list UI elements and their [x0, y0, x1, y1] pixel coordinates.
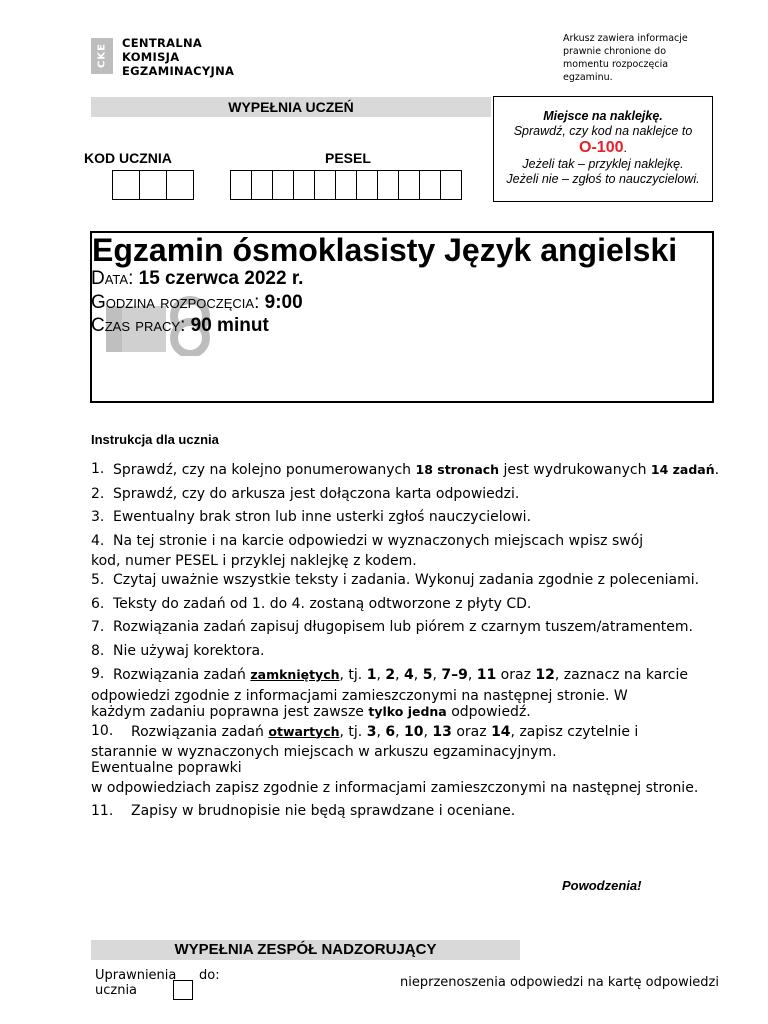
list-item [91, 458, 731, 483]
item-continuation: w odpowiedziach zapisz zgodnie z informacjami zamieszczonymi na następnej stronie. [91, 780, 699, 796]
cke-logo-icon: CKE [91, 38, 113, 74]
item-number: 4. [91, 532, 105, 549]
exam-duration-value: 90 minut [190, 315, 269, 336]
pesel-label: PESEL [325, 150, 371, 166]
item-text: Ewentualny brak stron lub inne usterki zgłoś nauczycielowi. [113, 509, 532, 525]
list-item [91, 640, 731, 664]
pesel-digit-box[interactable] [398, 170, 420, 200]
item-number: 1. [91, 461, 105, 477]
pesel-digit-box[interactable] [314, 170, 336, 200]
sticker-line3: Jeżeli nie – zgłoś to nauczycielowi. [506, 172, 700, 186]
logo-line: CENTRALNA [122, 36, 203, 50]
item-number: 10. [91, 722, 114, 739]
item-number: 7. [91, 619, 105, 635]
item-number: 8. [91, 642, 105, 659]
item-number: 11. [91, 803, 114, 819]
closing-text: Powodzenia! [562, 878, 642, 893]
pesel-digit-box[interactable] [272, 170, 294, 200]
instructions-list [91, 458, 731, 824]
item-continuation: Ewentualne poprawki [91, 760, 242, 776]
sticker-line1: Sprawdź, czy kod na naklejce to [513, 124, 693, 138]
list-item [91, 506, 731, 530]
pesel-digit-box[interactable] [419, 170, 441, 200]
sticker-area [493, 96, 713, 202]
sticker-code-dot: . [623, 141, 627, 155]
item-text: Zapisy w brudnopisie nie będą sprawdzane i oceniane. [131, 803, 516, 819]
item-number: 5. [91, 572, 105, 588]
instructions-heading: Instrukcja dla ucznia [91, 432, 219, 447]
student-section-header: WYPEŁNIA UCZEŃ [91, 97, 491, 117]
item-continuation: odpowiedzi zgodnie z informacjami zamieszczonymi na następnej stronie. W [91, 687, 628, 704]
item-text: Rozwiązania zadań zapisuj długopisem lub piórem z czarnym tuszem/atramentem. [113, 619, 694, 635]
item-text: Na tej stronie i na karcie odpowiedzi w wyznaczonych miejscach wpisz swój [113, 532, 644, 549]
pesel-digit-box[interactable] [293, 170, 315, 200]
sticker-line2: Jeżeli tak – przyklej naklejkę. [522, 157, 684, 171]
exam-duration-label: Czas pracy: [91, 315, 186, 336]
list-item [91, 483, 731, 507]
list-item [91, 663, 731, 688]
team-section-header: WYPEŁNIA ZESPÓŁ NADZORUJĄCY [91, 940, 520, 960]
transfer-option-label: nieprzenoszenia odpowiedzi na kartę odpowiedzi [400, 975, 719, 990]
entitlement-checkbox[interactable] [173, 980, 193, 1000]
entitlement-do-label: do: [199, 968, 220, 983]
item-text: Sprawdź, czy do arkusza jest dołączona karta odpowiedzi. [113, 485, 520, 502]
student-code-label: KOD UCZNIA [84, 150, 172, 166]
list-item [91, 593, 731, 617]
student-code-digit-box[interactable] [166, 170, 194, 200]
item-number: 3. [91, 509, 105, 525]
item-text: Rozwiązania zadań zamkniętych, tj. 1, 2, 4, 5, 7–9, 11 oraz 12, zaznacz na karcie [113, 667, 688, 683]
pesel-boxes[interactable] [230, 170, 461, 200]
pesel-digit-box[interactable] [377, 170, 399, 200]
list-item [91, 530, 731, 554]
pesel-digit-box[interactable] [356, 170, 378, 200]
pesel-digit-box[interactable] [440, 170, 462, 200]
item-continuation: kod, numer PESEL i przyklej naklejkę z kodem. [91, 553, 417, 569]
pesel-digit-box[interactable] [251, 170, 273, 200]
cke-logo-text [122, 36, 234, 78]
exam-date-value: 15 czerwca 2022 r. [138, 268, 304, 289]
item-text: Sprawdź, czy na kolejno ponumerowanych 18 stronach jest wydrukowanych 14 zadań. [113, 462, 720, 478]
logo-line: KOMISJA [122, 50, 180, 64]
student-code-digit-box[interactable] [139, 170, 167, 200]
pesel-digit-box[interactable] [230, 170, 252, 200]
legal-note: Arkusz zawiera informacje prawnie chronione do momentu rozpoczęcia egzaminu. [563, 33, 688, 83]
entitlement-label: Uprawnienia ucznia [95, 968, 177, 998]
item-text: Teksty do zadań od 1. do 4. zostaną odtworzone z płyty CD. [113, 595, 532, 612]
student-code-boxes[interactable] [112, 170, 193, 200]
exam-start-label: Godzina rozpoczęcia: [91, 292, 260, 313]
item-text: Nie używaj korektora. [113, 642, 265, 659]
student-code-digit-box[interactable] [112, 170, 140, 200]
exam-date-label: Data: [91, 268, 134, 289]
logo-line: EGZAMINACYJNA [122, 64, 235, 78]
list-item [91, 800, 731, 824]
item-continuation: każdym zadaniu poprawna jest zawsze tylko jedna odpowiedź. [91, 703, 531, 720]
item-continuation: starannie w wyznaczonych miejscach w arkuszu egzaminacyjnym. [91, 744, 557, 760]
pesel-digit-box[interactable] [335, 170, 357, 200]
exam-start [91, 292, 303, 314]
item-number: 2. [91, 485, 105, 502]
exam-start-value: 9:00 [264, 292, 303, 313]
item-text: Rozwiązania zadań otwartych, tj. 3, 6, 10, 13 oraz 14, zapisz czytelnie i [131, 723, 639, 740]
list-item [91, 569, 731, 593]
exam-title: Egzamin ósmoklasisty Język angielski [92, 232, 678, 268]
exam-date [91, 268, 303, 290]
item-number: 9. [91, 666, 105, 682]
sticker-code: O-100 [579, 139, 624, 156]
item-text: Czytaj uważnie wszystkie teksty i zadania. Wykonuj zadania zgodnie z poleceniami. [113, 572, 700, 588]
item-number: 6. [91, 595, 105, 612]
exam-duration [91, 315, 269, 337]
list-item [91, 720, 731, 745]
sticker-title: Miejsce na naklejkę. [543, 109, 663, 123]
list-item [91, 616, 731, 640]
